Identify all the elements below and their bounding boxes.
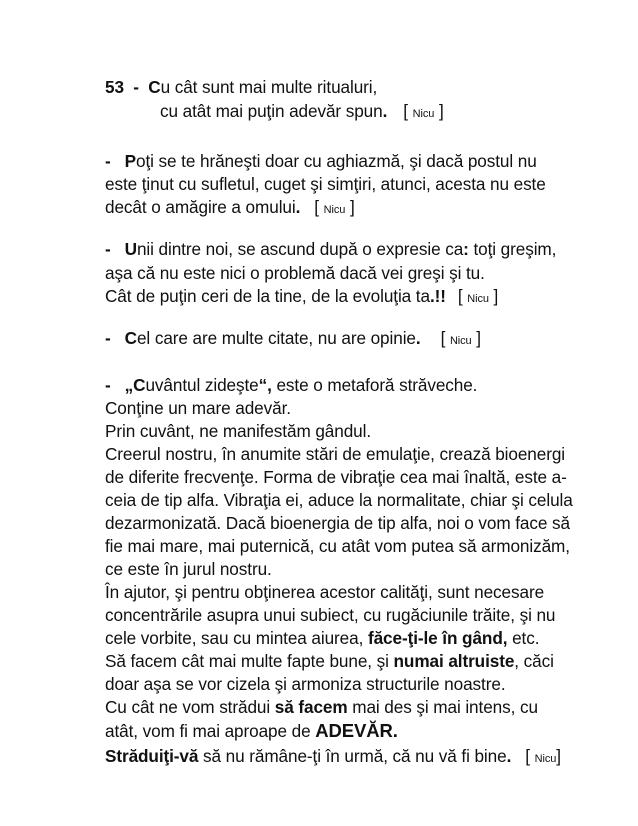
- signature: Nicu: [534, 753, 557, 765]
- p2-line-1: [105, 150, 537, 172]
- p5-line-7: [105, 512, 570, 534]
- text: u cât sunt mai multe ritualuri,: [160, 77, 378, 97]
- p1-line-1: [105, 76, 377, 98]
- initial-letter: C: [148, 77, 161, 97]
- colon: :: [463, 239, 469, 259]
- bold-text: numai altruiste: [393, 651, 515, 671]
- text: este o metaforă străveche.: [271, 375, 478, 395]
- bold-text: ADEVĂR.: [315, 720, 398, 741]
- text: fie mai mare, mai puternică, cu atât vom putea să armonizăm,: [105, 536, 570, 556]
- signature: Nicu: [412, 108, 435, 120]
- open-bracket: [: [457, 286, 463, 306]
- p5-line-10: [105, 581, 544, 603]
- text: doar aşa se vor cizela şi armoniza structurile noastre.: [105, 674, 506, 694]
- text: Conţine un mare adevăr.: [105, 398, 291, 418]
- p2-line-3: [105, 196, 355, 221]
- close-bracket: ]: [438, 101, 444, 121]
- p3-line-2: [105, 262, 485, 284]
- text: ceia de tip alfa. Vibraţia ei, aduce la normalitate, chiar şi celula: [105, 490, 573, 510]
- text: oţi se te hrăneşti doar cu aghiazmă, şi dacă postul nu: [136, 151, 537, 171]
- open-bracket: [: [403, 101, 408, 121]
- bold-text: să facem: [274, 697, 348, 717]
- text: Creerul nostru, în anumite stări de emulaţie, crează bioenergi: [105, 444, 566, 464]
- text: În ajutor, şi pentru obţinerea acestor calităţi, sunt necesare: [105, 582, 545, 602]
- close-bracket: ]: [556, 746, 561, 766]
- text: decât o amăgire a omului: [105, 197, 296, 217]
- text: cele vorbite, sau cu mintea aiurea,: [105, 628, 368, 648]
- text: de diferite frecvenţe. Forma de vibraţie cea mai înaltă, este a-: [105, 467, 567, 487]
- text: Cât de puţin ceri de la tine, de la evoluţia ta: [105, 286, 430, 306]
- text: etc.: [507, 628, 540, 648]
- p5-line-11: [105, 604, 555, 626]
- p3-line-3: [105, 285, 498, 310]
- dash: -: [105, 239, 111, 259]
- text: este ţinut cu sufletul, cuget şi simţiri, atunci, acesta nu este: [105, 174, 546, 194]
- p5-line-2: [105, 397, 291, 419]
- p5-line-4: [105, 443, 565, 465]
- text: mai des şi mai intens, cu: [347, 697, 538, 717]
- text: , căci: [514, 651, 554, 671]
- initial-letter: C: [124, 328, 137, 348]
- open-bracket: [: [440, 328, 446, 348]
- text: să nu rămâne-ţi în urmă, că nu vă fi bine: [198, 746, 507, 766]
- text: toţi greşim,: [468, 239, 557, 259]
- p5-line-17: [105, 745, 561, 770]
- p2-line-2: [105, 173, 546, 195]
- exclamation: .!!: [429, 286, 446, 306]
- text: Cu cât ne vom strădui: [105, 697, 275, 717]
- text: cu atât mai puţin adevăr spun: [160, 101, 383, 121]
- p5-line-8: [105, 535, 570, 557]
- p3-line-1: [105, 238, 556, 260]
- p1-line-2: [160, 100, 444, 125]
- signature: Nicu: [467, 293, 489, 305]
- p5-line-9: [105, 558, 272, 580]
- signature: Nicu: [323, 204, 346, 216]
- close-bracket: ]: [476, 328, 481, 348]
- text: dezarmonizată. Dacă bioenergia de tip alfa, noi o vom face să: [105, 513, 570, 533]
- close-bracket: ]: [493, 286, 499, 306]
- text: concentrările asupra unui subiect, cu rugăciunile trăite, şi nu: [105, 605, 556, 625]
- p5-line-1: [105, 374, 477, 396]
- dash: -: [105, 328, 111, 348]
- dash: -: [133, 77, 139, 97]
- p5-line-6: [105, 489, 573, 511]
- dash: -: [105, 151, 111, 171]
- text: Să facem cât mai multe fapte bune, şi: [105, 651, 394, 671]
- text: el care are multe citate, nu are opinie: [136, 328, 416, 348]
- open-bracket: [: [314, 197, 319, 217]
- p5-line-14: [105, 673, 506, 695]
- initial-letter: P: [124, 151, 137, 171]
- p5-line-16: [105, 720, 398, 742]
- text: nii dintre noi, se ascund după o expresie ca: [136, 239, 464, 259]
- p5-line-3: [105, 420, 371, 442]
- bold-text: făce-ţi-le în gând,: [367, 628, 508, 648]
- text: ce este în jurul nostru.: [105, 559, 272, 579]
- quote-number: 53: [105, 77, 124, 97]
- text: aşa că nu este nici o problemă dacă vei greşi şi tu.: [105, 263, 485, 283]
- p4-line-1: [105, 327, 481, 352]
- close-bracket: ]: [349, 197, 355, 217]
- bold-text: Străduiţi-vă: [105, 746, 199, 766]
- signature: Nicu: [449, 335, 472, 347]
- initial-letter: U: [124, 239, 137, 259]
- p5-line-5: [105, 466, 567, 488]
- text: Prin cuvânt, ne manifestăm gândul.: [105, 421, 372, 441]
- text: atât, vom fi mai aproape de: [105, 721, 316, 741]
- p5-line-15: [105, 696, 538, 718]
- dash: -: [105, 375, 111, 395]
- period: .: [415, 328, 421, 348]
- text: uvântul zideşte: [145, 375, 259, 395]
- p5-line-13: [105, 650, 554, 672]
- open-bracket: [: [525, 746, 530, 766]
- open-quote: „: [124, 375, 134, 395]
- period: .: [295, 197, 301, 217]
- initial-letter: C: [133, 375, 146, 395]
- close-quote: “,: [258, 375, 272, 395]
- period: .: [382, 101, 388, 121]
- p5-line-12: [105, 627, 539, 649]
- period: .: [506, 746, 512, 766]
